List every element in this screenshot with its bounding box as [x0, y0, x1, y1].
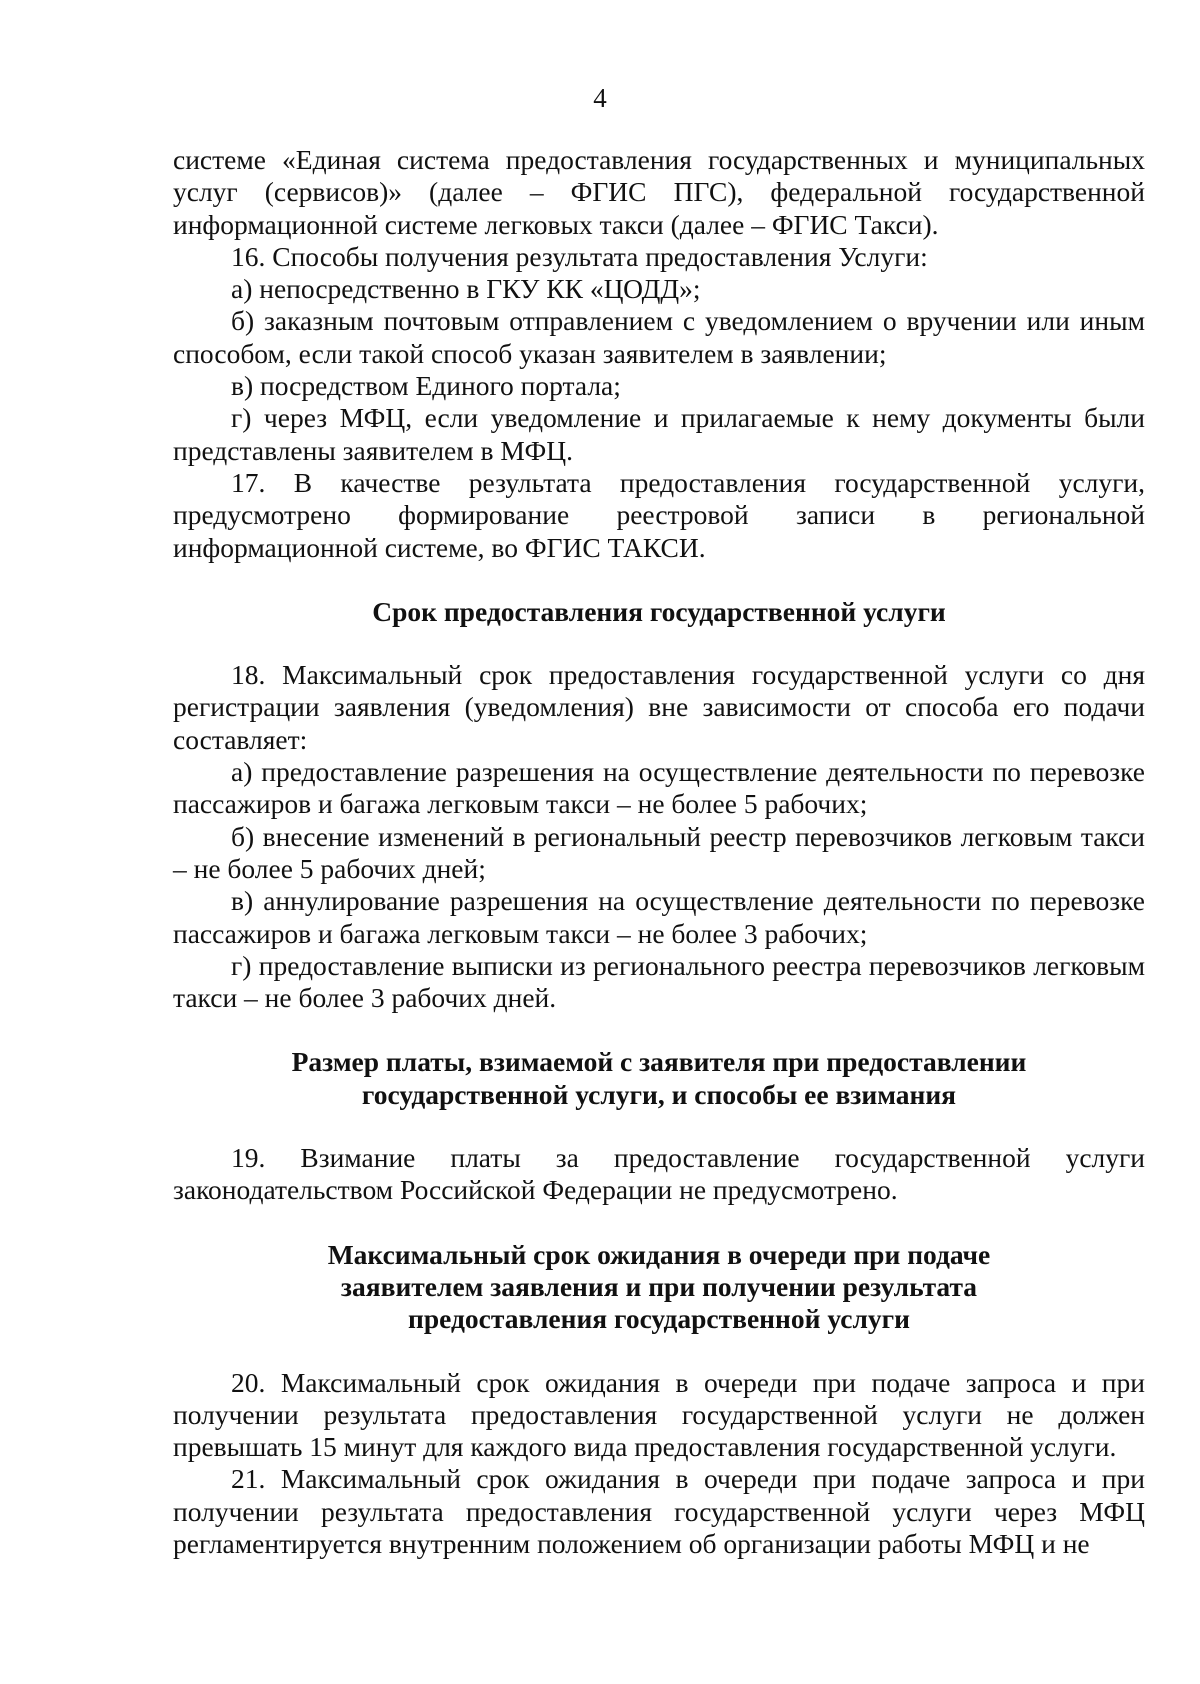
- paragraph-19: 19. Взимание платы за предоставление государственной услуги законодательством Российской Федерации не предусмотрено.: [173, 1142, 1145, 1206]
- paragraph-18-g: г) предоставление выписки из регионального реестра перевозчиков легковым такси – не более 3 рабочих дней.: [173, 949, 1145, 1014]
- paragraph-16-b: б) заказным почтовым отправлением с уведомлением о вручении или иным способом, если такой способ указан заявителем в заявлении;: [173, 305, 1145, 369]
- paragraph-16-a: а) непосредственно в ГКУ КК «ЦОДД»;: [231, 273, 701, 305]
- paragraph-16-v: в) посредством Единого портала;: [231, 370, 621, 402]
- section-heading-queue-line2: заявителем заявления и при получении результата: [340, 1270, 978, 1302]
- section-heading-term: Срок предоставления государственной услуги: [372, 595, 946, 627]
- section-heading-queue: [173, 1239, 1145, 1336]
- section-heading-queue-line1: Максимальный срок ожидания в очереди при подаче: [327, 1238, 991, 1270]
- paragraph-18: 18. Максимальный срок предоставления государственной услуги со дня регистрации заявления (уведомления) вне зависимости от способа его подачи составляет:: [173, 659, 1145, 755]
- section-heading-fee-line2: государственной услуги, и способы ее взимания: [361, 1078, 957, 1110]
- document-body: [173, 144, 1145, 1560]
- paragraph-18-b: б) внесение изменений в региональный реестр перевозчиков легковым такси – не более 5 рабочих дней;: [173, 820, 1145, 884]
- section-heading-queue-line3: предоставления государственной услуги: [408, 1303, 910, 1335]
- paragraph-18-v: в) аннулирование разрешения на осуществление деятельности по перевозке пассажиров и багажа легковым такси – не более 3 рабочих;: [173, 885, 1145, 949]
- paragraph-16-g: г) через МФЦ, если уведомление и прилагаемые к нему документы были представлены заявителем в МФЦ.: [173, 402, 1145, 466]
- page-number: 4: [593, 83, 607, 113]
- paragraph-continuation: системе «Единая система предоставления государственных и муниципальных услуг (сервисов)» (далее – ФГИС ПГС), федеральной государственной информационной системе легковых такси (далее – ФГИС Такси).: [173, 144, 1145, 240]
- paragraph-21: 21. Максимальный срок ожидания в очереди при подаче запроса и при получении результата предоставления государственной услуги через МФЦ регламентируется внутренним положением об организации работы МФЦ и не: [173, 1463, 1145, 1559]
- section-heading-fee: [173, 1046, 1145, 1111]
- paragraph-17: 17. В качестве результата предоставления государственной услуги, предусмотрено формирование реестровой записи в региональной информационной системе, во ФГИС ТАКСИ.: [173, 466, 1145, 563]
- paragraph-20: 20. Максимальный срок ожидания в очереди при подаче запроса и при получении результата предоставления государственной услуги не должен превышать 15 минут для каждого вида предоставления государственной услуги.: [173, 1366, 1145, 1463]
- paragraph-18-a: а) предоставление разрешения на осуществление деятельности по перевозке пассажиров и багажа легковым такси – не более 5 рабочих;: [173, 756, 1145, 820]
- section-heading-fee-line1: Размер платы, взимаемой с заявителя при предоставлении: [291, 1046, 1027, 1078]
- paragraph-16: 16. Способы получения результата предоставления Услуги:: [231, 240, 928, 272]
